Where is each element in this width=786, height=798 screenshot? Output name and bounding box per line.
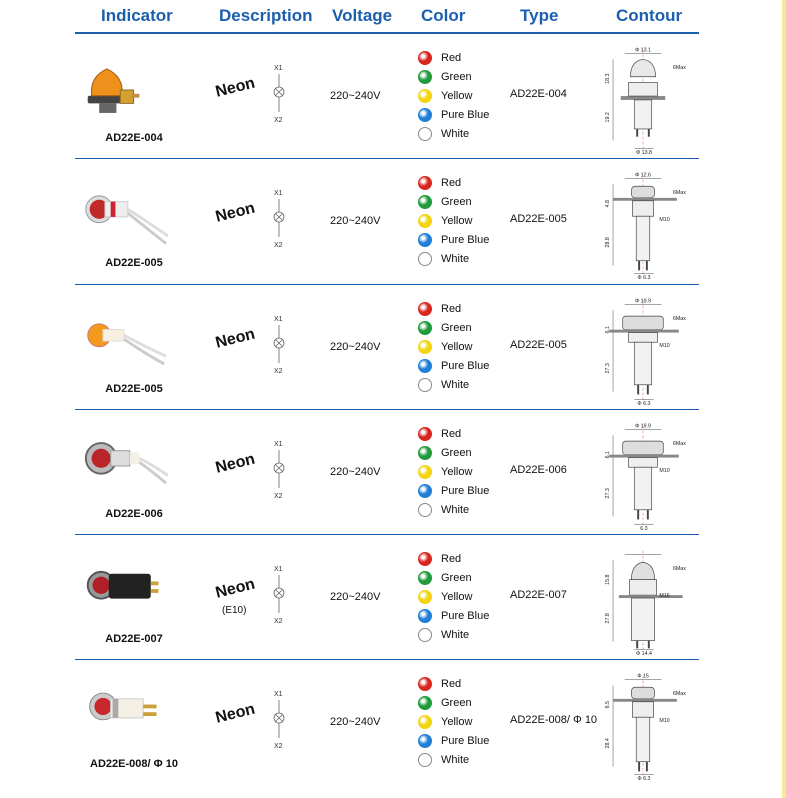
dim-top-label: Φ 19.9 (634, 423, 652, 430)
color-option (418, 318, 489, 337)
color-list (418, 299, 489, 394)
color-option (418, 337, 489, 356)
type-value: AD22E-006 (510, 464, 567, 476)
color-label: Red (441, 427, 462, 440)
color-dot-red-icon (418, 51, 432, 65)
dim-top-label: Φ 15 (637, 673, 649, 680)
neon-circuit-icon (268, 313, 292, 377)
dim-left-lower-label: 27.8 (605, 613, 612, 624)
color-label: Green (441, 321, 472, 334)
header-type: Type (520, 6, 559, 25)
table-row (0, 410, 786, 535)
color-label: Yellow (441, 89, 473, 102)
color-option (418, 674, 489, 693)
color-dot-red-icon (418, 176, 432, 190)
dim-bottom-label: Φ 6.3 (637, 776, 651, 782)
color-dot-green-icon (418, 195, 432, 209)
indicator-lamp-image (82, 426, 168, 506)
color-label: Yellow (441, 465, 473, 478)
color-label: Pure Blue (441, 484, 490, 497)
dim-top-label: Φ 12.6 (634, 172, 652, 179)
dim-left-upper-label: 15.8 (605, 574, 612, 585)
description-text: Neon (213, 700, 257, 727)
color-dot-yellow-icon (418, 590, 432, 604)
circuit-x2-label: X2 (274, 368, 283, 375)
color-option (418, 356, 489, 375)
contour-drawing (598, 541, 688, 657)
header-voltage: Voltage (332, 6, 393, 25)
neon-circuit-icon (268, 688, 292, 752)
dim-thread-label: M10 (659, 468, 670, 475)
description-text: Neon (213, 450, 257, 477)
contour-drawing (598, 40, 688, 156)
indicator-lamp-image (82, 676, 168, 756)
color-option (418, 500, 489, 519)
color-option (418, 48, 489, 67)
dim-bottom-label: Φ 13.8 (635, 150, 652, 156)
color-option (418, 693, 489, 712)
color-dot-white-icon (418, 127, 432, 141)
table-row (0, 535, 786, 660)
color-dot-yellow-icon (418, 465, 432, 479)
dim-right-label: 6Max (672, 65, 686, 71)
contour-drawing (598, 416, 688, 532)
color-dot-green-icon (418, 696, 432, 710)
indicator-model: AD22E-008/ Φ 10 (90, 758, 178, 770)
color-label: White (441, 753, 470, 766)
color-label: Green (441, 571, 472, 584)
dim-left-upper-label: 4.8 (605, 199, 612, 208)
color-label: Pure Blue (441, 233, 490, 246)
color-dot-red-icon (418, 427, 432, 441)
color-dot-green-icon (418, 446, 432, 460)
voltage-value: 220~240V (330, 341, 381, 353)
header-contour: Contour (616, 6, 683, 25)
description-text: Neon (213, 74, 257, 101)
color-dot-white-icon (418, 628, 432, 642)
color-dot-yellow-icon (418, 715, 432, 729)
color-label: White (441, 503, 470, 516)
color-dot-white-icon (418, 378, 432, 392)
circuit-x2-label: X2 (274, 493, 283, 500)
circuit-x1-label: X1 (274, 65, 283, 72)
color-option (418, 568, 489, 587)
dim-right-label: 6Max (672, 691, 686, 697)
color-list (418, 549, 489, 644)
color-label: Pure Blue (441, 734, 490, 747)
color-dot-white-icon (418, 753, 432, 767)
color-label: Yellow (441, 590, 473, 603)
color-option (418, 173, 489, 192)
circuit-x1-label: X1 (274, 566, 283, 573)
dim-left-lower-label: 19.2 (605, 112, 612, 123)
dim-thread-label: M10 (659, 343, 670, 350)
type-value: AD22E-005 (510, 339, 567, 351)
color-option (418, 105, 489, 124)
color-label: Yellow (441, 340, 473, 353)
dim-left-lower-label: 28.4 (605, 738, 612, 749)
color-label: Green (441, 70, 472, 83)
header-indicator: Indicator (101, 6, 173, 25)
circuit-x2-label: X2 (274, 618, 283, 625)
dim-left-lower-label: 28.8 (605, 237, 612, 248)
table-row (0, 660, 786, 785)
indicator-lamp-image (82, 551, 168, 631)
dim-right-label: 6Max (672, 566, 686, 572)
voltage-value: 220~240V (330, 90, 381, 102)
header-description: Description (219, 6, 313, 25)
color-dot-green-icon (418, 571, 432, 585)
color-label: White (441, 628, 470, 641)
color-option (418, 443, 489, 462)
description-text: Neon (213, 575, 257, 602)
color-dot-green-icon (418, 70, 432, 84)
color-option (418, 712, 489, 731)
color-option (418, 299, 489, 318)
color-list (418, 173, 489, 268)
dim-thread-label: M10 (659, 217, 670, 224)
circuit-x2-label: X2 (274, 242, 283, 249)
dim-left-upper-label: 18.3 (605, 73, 612, 84)
color-option (418, 731, 489, 750)
color-option (418, 249, 489, 268)
dim-thread-label: M16 (659, 593, 670, 600)
color-list (418, 674, 489, 769)
neon-circuit-icon (268, 187, 292, 251)
dim-thread-label: M10 (659, 718, 670, 725)
color-dot-yellow-icon (418, 214, 432, 228)
type-value: AD22E-008/ Φ 10 (510, 714, 598, 726)
dim-bottom-label: Φ 6.3 (637, 401, 651, 407)
dim-bottom-label: 6.3 (640, 526, 648, 532)
header-color: Color (421, 6, 466, 25)
color-label: Pure Blue (441, 609, 490, 622)
color-dot-yellow-icon (418, 89, 432, 103)
circuit-x2-label: X2 (274, 117, 283, 124)
circuit-x2-label: X2 (274, 743, 283, 750)
color-list (418, 424, 489, 519)
type-value: AD22E-007 (510, 589, 567, 601)
color-label: Red (441, 552, 462, 565)
color-dot-pure-blue-icon (418, 484, 432, 498)
color-label: White (441, 378, 470, 391)
type-value: AD22E-005 (510, 213, 567, 225)
indicator-model: AD22E-005 (105, 257, 163, 269)
color-label: White (441, 252, 470, 265)
color-list (418, 48, 489, 143)
description-text: Neon (213, 199, 257, 226)
color-option (418, 625, 489, 644)
color-dot-red-icon (418, 552, 432, 566)
color-label: Red (441, 176, 462, 189)
dim-bottom-label: Φ 6.3 (637, 275, 651, 281)
indicator-lamp-image (82, 175, 168, 255)
color-label: Yellow (441, 715, 473, 728)
dim-left-lower-label: 27.3 (605, 488, 612, 499)
color-label: Yellow (441, 214, 473, 227)
dim-left-upper-label: 6.5 (605, 700, 612, 709)
color-option (418, 587, 489, 606)
color-option (418, 375, 489, 394)
color-label: Green (441, 696, 472, 709)
color-dot-red-icon (418, 302, 432, 316)
color-option (418, 606, 489, 625)
circuit-x1-label: X1 (274, 190, 283, 197)
neon-circuit-icon (268, 563, 292, 627)
voltage-value: 220~240V (330, 591, 381, 603)
color-option (418, 86, 489, 105)
dim-right-label: 6Max (672, 316, 686, 322)
description-subtext: (E10) (222, 605, 247, 616)
color-option (418, 211, 489, 230)
dim-bottom-label: Φ 14.4 (635, 651, 652, 657)
voltage-value: 220~240V (330, 466, 381, 478)
color-dot-red-icon (418, 677, 432, 691)
color-dot-white-icon (418, 503, 432, 517)
indicator-lamp-image (82, 50, 168, 130)
color-dot-pure-blue-icon (418, 609, 432, 623)
color-option (418, 549, 489, 568)
voltage-value: 220~240V (330, 716, 381, 728)
color-dot-pure-blue-icon (418, 108, 432, 122)
contour-drawing (598, 666, 688, 782)
description-text: Neon (213, 325, 257, 352)
color-option (418, 124, 489, 143)
color-label: White (441, 127, 470, 140)
dim-top-label: Φ 13.1 (634, 47, 652, 54)
color-dot-pure-blue-icon (418, 359, 432, 373)
dim-top-label: Φ 19.9 (634, 298, 652, 305)
color-label: Pure Blue (441, 108, 490, 121)
indicator-model: AD22E-006 (105, 508, 163, 520)
color-label: Green (441, 195, 472, 208)
dim-left-lower-label: 27.3 (605, 363, 612, 374)
color-label: Red (441, 302, 462, 315)
circuit-x1-label: X1 (274, 441, 283, 448)
color-option (418, 462, 489, 481)
neon-circuit-icon (268, 62, 292, 126)
color-option (418, 192, 489, 211)
table-row (0, 159, 786, 284)
voltage-value: 220~240V (330, 215, 381, 227)
dim-left-upper-label: 6.1 (605, 450, 612, 459)
color-dot-white-icon (418, 252, 432, 266)
color-label: Green (441, 446, 472, 459)
color-label: Pure Blue (441, 359, 490, 372)
color-dot-pure-blue-icon (418, 233, 432, 247)
indicator-model: AD22E-007 (105, 633, 163, 645)
circuit-x1-label: X1 (274, 691, 283, 698)
color-dot-yellow-icon (418, 340, 432, 354)
color-label: Red (441, 677, 462, 690)
dim-right-label: 6Max (672, 190, 686, 196)
circuit-x1-label: X1 (274, 316, 283, 323)
type-value: AD22E-004 (510, 88, 567, 100)
color-option (418, 481, 489, 500)
neon-circuit-icon (268, 438, 292, 502)
dim-left-upper-label: 6.1 (605, 325, 612, 334)
indicator-model: AD22E-004 (105, 132, 163, 144)
color-dot-green-icon (418, 321, 432, 335)
color-dot-pure-blue-icon (418, 734, 432, 748)
color-label: Red (441, 51, 462, 64)
table-row (0, 34, 786, 159)
contour-drawing (598, 291, 688, 407)
color-option (418, 424, 489, 443)
table-row (0, 285, 786, 410)
dim-right-label: 6Max (672, 441, 686, 447)
indicator-lamp-image (82, 301, 168, 381)
contour-drawing (598, 165, 688, 281)
color-option (418, 750, 489, 769)
color-option (418, 67, 489, 86)
color-option (418, 230, 489, 249)
indicator-model: AD22E-005 (105, 383, 163, 395)
